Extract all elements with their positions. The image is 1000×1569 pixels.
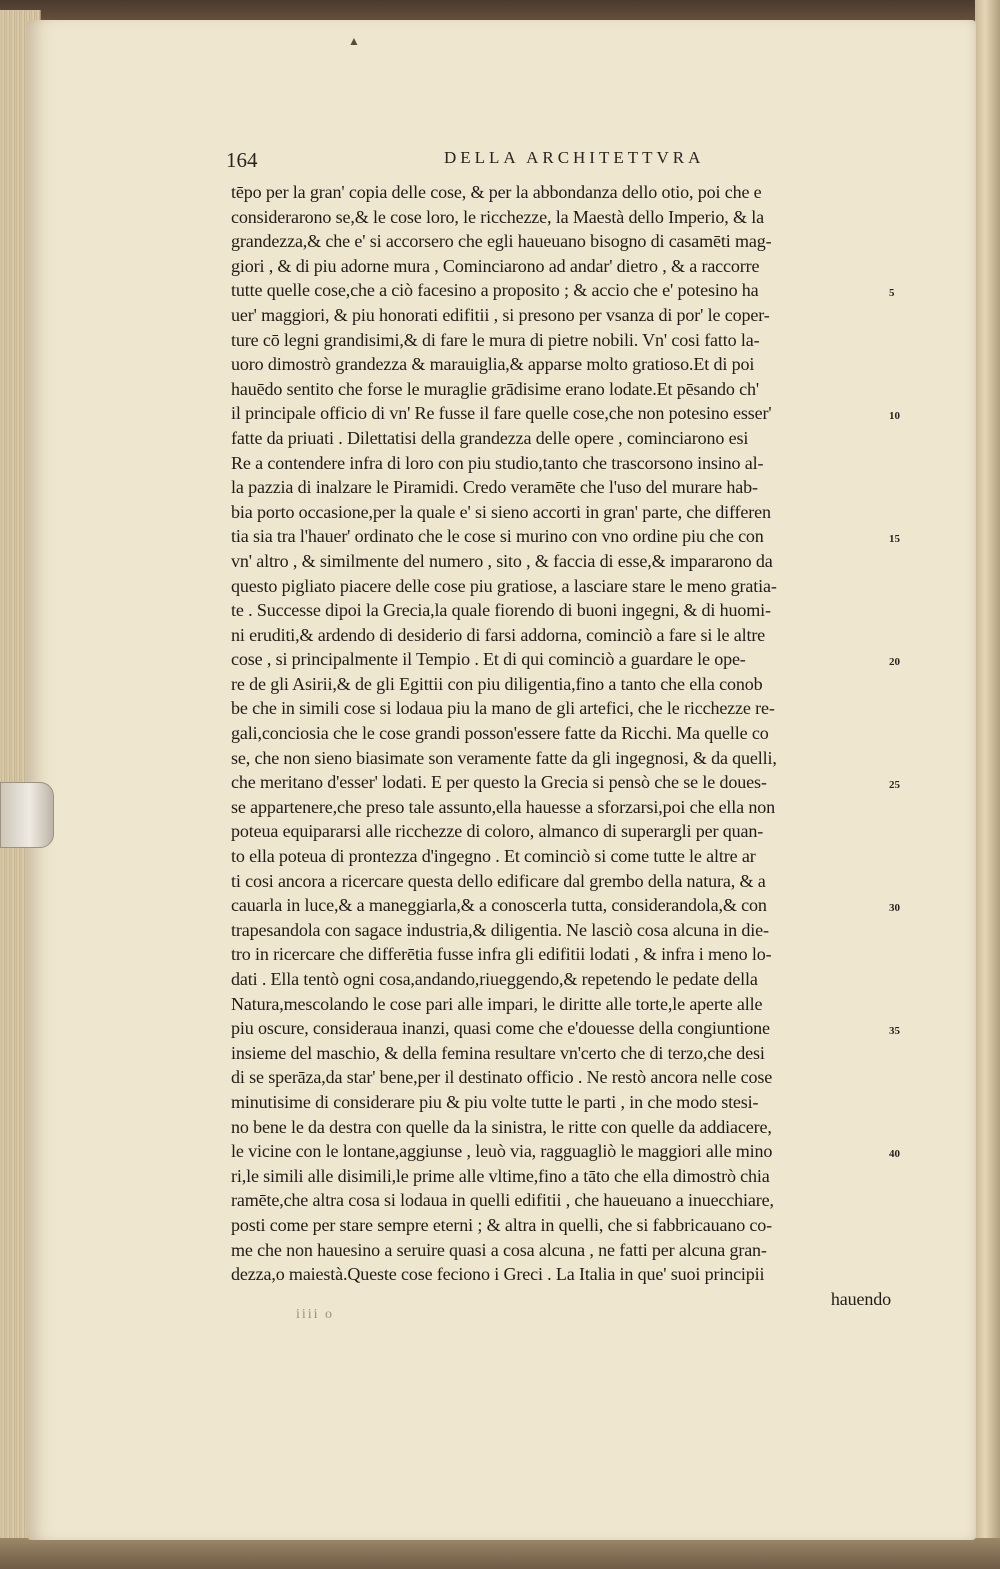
line-number-marker: 25	[889, 779, 900, 791]
text-line: ti cosi ancora a ricercare questa dello edificare dal grembo della natura, & a	[231, 870, 766, 891]
text-line: tutte quelle cose,che a ciò facesino a proposito ; & accio che e' potesino ha	[231, 280, 759, 301]
text-line: la pazzia di inalzare le Piramidi. Credo veramēte che l'uso del murare hab-	[231, 477, 758, 498]
running-head: DELLA ARCHITETTVRA	[444, 148, 705, 167]
text-line: uoro dimostrò grandezza & marauiglia,& apparse molto gratioso.Et di poi	[231, 354, 755, 375]
line-number-marker: 10	[889, 410, 900, 422]
text-line: be che in simili cose si lodaua piu la mano de gli artefici, che le ricchezze re-	[231, 698, 775, 719]
catchword: hauendo	[830, 1288, 891, 1309]
text-line: giori , & di piu adorne mura , Cominciarono ad andar' dietro , & a raccorre	[231, 255, 760, 276]
text-line: ture cō legni grandisimi,& di fare le mura di pietre nobili. Vn' cosi fatto la-	[231, 329, 760, 350]
line-number-marker: 35	[889, 1025, 900, 1037]
text-line: insieme del maschio, & della femina resultare vn'certo che di terzo,che desi	[231, 1042, 765, 1063]
signature-mark: iiii o	[296, 1307, 335, 1322]
text-line: te . Successe dipoi la Grecia,la quale fiorendo di buoni ingegni, & di huomi-	[231, 600, 771, 621]
text-line: piu oscure, consideraua inanzi, quasi come che e'douesse della congiuntione	[231, 1018, 770, 1039]
text-line: no bene le da destra con quelle da la sinistra, le ritte con quelle da addiacere,	[231, 1116, 772, 1137]
text-line: di se sperāza,da star' bene,per il destinato officio . Ne restò ancora nelle cose	[231, 1067, 773, 1088]
line-number-marker: 30	[889, 902, 900, 914]
text-line: gali,conciosia che le cose grandi posson'essere fatte da Ricchi. Ma quelle co	[231, 723, 769, 744]
text-line: tro in ricercare che differētia fusse infra gli edifitii lodati , & infra i meno lo-	[231, 944, 772, 965]
text-line: tia sia tra l'hauer' ordinato che le cose si murino con vno ordine piu che con	[231, 526, 764, 547]
text-line: ramēte,che altra cosa si lodaua in quelli edifitii , che haueuano a inuecchiare,	[231, 1190, 774, 1211]
book-bottom-edge	[0, 1538, 1000, 1569]
page-clip	[0, 782, 54, 848]
text-line: posti come per stare sempre eterni ; & altra in quelli, che si fabbricauano co-	[231, 1214, 773, 1235]
line-number-marker: 20	[889, 656, 900, 668]
text-line: Re a contendere infra di loro con piu studio,tanto che trascorsono insino al-	[231, 452, 764, 473]
text-line: questo pigliato piacere delle cose piu gratiose, a lasciare stare le meno gratia-	[231, 575, 777, 596]
text-line: hauēdo sentito che forse le muraglie grādisime erano lodate.Et pēsando ch'	[231, 378, 760, 399]
text-line: grandezza,& che e' si accorsero che egli haueuano bisogno di casamēti mag-	[231, 231, 772, 252]
text-line: poteua equipararsi alle ricchezze di coloro, almanco di superargli per quan-	[231, 821, 764, 842]
text-line: trapesandola con sagace industria,& diligentia. Ne lasciò cosa alcuna in die-	[231, 919, 769, 940]
line-number-marker: 5	[889, 287, 895, 299]
line-number-marker: 15	[889, 533, 900, 545]
text-line: se appartenere,che preso tale assunto,ella hauesse a sforzarsi,poi che ella non	[231, 796, 776, 817]
text-line: cauarla in luce,& a maneggiarla,& a conoscerla tutta, considerandola,& con	[231, 895, 767, 916]
line-number-marker: 40	[889, 1148, 900, 1160]
body-text	[231, 180, 891, 1311]
book-right-edge	[975, 0, 1000, 1569]
page-number: 164	[226, 148, 258, 172]
text-line: Natura,mescolando le cose pari alle impari, le diritte alle torte,le aperte alle	[231, 993, 763, 1014]
text-line: ri,le simili alle disimili,le prime alle vltime,fino a tāto che ella dimostrò chia	[231, 1165, 770, 1186]
text-line: vn' altro , & similmente del numero , sito , & faccia di esse,& impararono da	[231, 550, 773, 571]
text-line: cose , si principalmente il Tempio . Et di qui cominciò a guardare le ope-	[231, 649, 746, 670]
text-line: dezza,o maiestà.Queste cose feciono i Greci . La Italia in que' suoi principii	[231, 1264, 765, 1285]
text-line: dati . Ella tentò ogni cosa,andando,riueggendo,& repetendo le pedate della	[231, 969, 758, 989]
page-header	[226, 148, 886, 176]
text-line: che meritano d'esser' lodati. E per questo la Grecia si pensò che se le doues-	[231, 772, 767, 793]
text-line: re de gli Asirii,& de gli Egittii con piu diligentia,fino a tanto che ella conob	[231, 673, 763, 694]
ink-speck: ▲	[348, 34, 360, 48]
text-line: se, che non sieno biasimate son veramente fatte da gli ingegnosi, & da quelli,	[231, 747, 777, 768]
text-line: me che non hauesino a seruire quasi a cosa alcuna , ne fatti per alcuna gran-	[231, 1239, 767, 1260]
text-line: tēpo per la gran' copia delle cose, & per la abbondanza dello otio, poi che e	[231, 182, 762, 202]
text-line: bia porto occasione,per la quale e' si sieno accorti in gran' parte, che differen	[231, 501, 771, 522]
text-line: minutisime di considerare piu & piu volte tutte le parti , in che modo stesi-	[231, 1091, 759, 1112]
text-line: to ella poteua di prontezza d'ingegno . Et cominciò si come tutte le altre ar	[231, 846, 756, 867]
text-line: ni eruditi,& ardendo di desiderio di farsi addorna, cominciò a fare si le altre	[231, 624, 766, 645]
text-line: il principale officio di vn' Re fusse il fare quelle cose,che non potesino esser'	[231, 403, 772, 424]
text-line: fatte da priuati . Dilettatisi della grandezza delle opere , cominciarono esi	[231, 427, 749, 448]
text-line: considerarono se,& le cose loro, le ricchezze, la Maestà dello Imperio, & la	[231, 206, 764, 227]
text-line: uer' maggiori, & piu honorati edifitii , si presono per vsanza di por' le coper-	[231, 304, 770, 325]
text-line: le vicine con le lontane,aggiunse , leuò via, ragguagliò le maggiori alle mino	[231, 1141, 773, 1162]
